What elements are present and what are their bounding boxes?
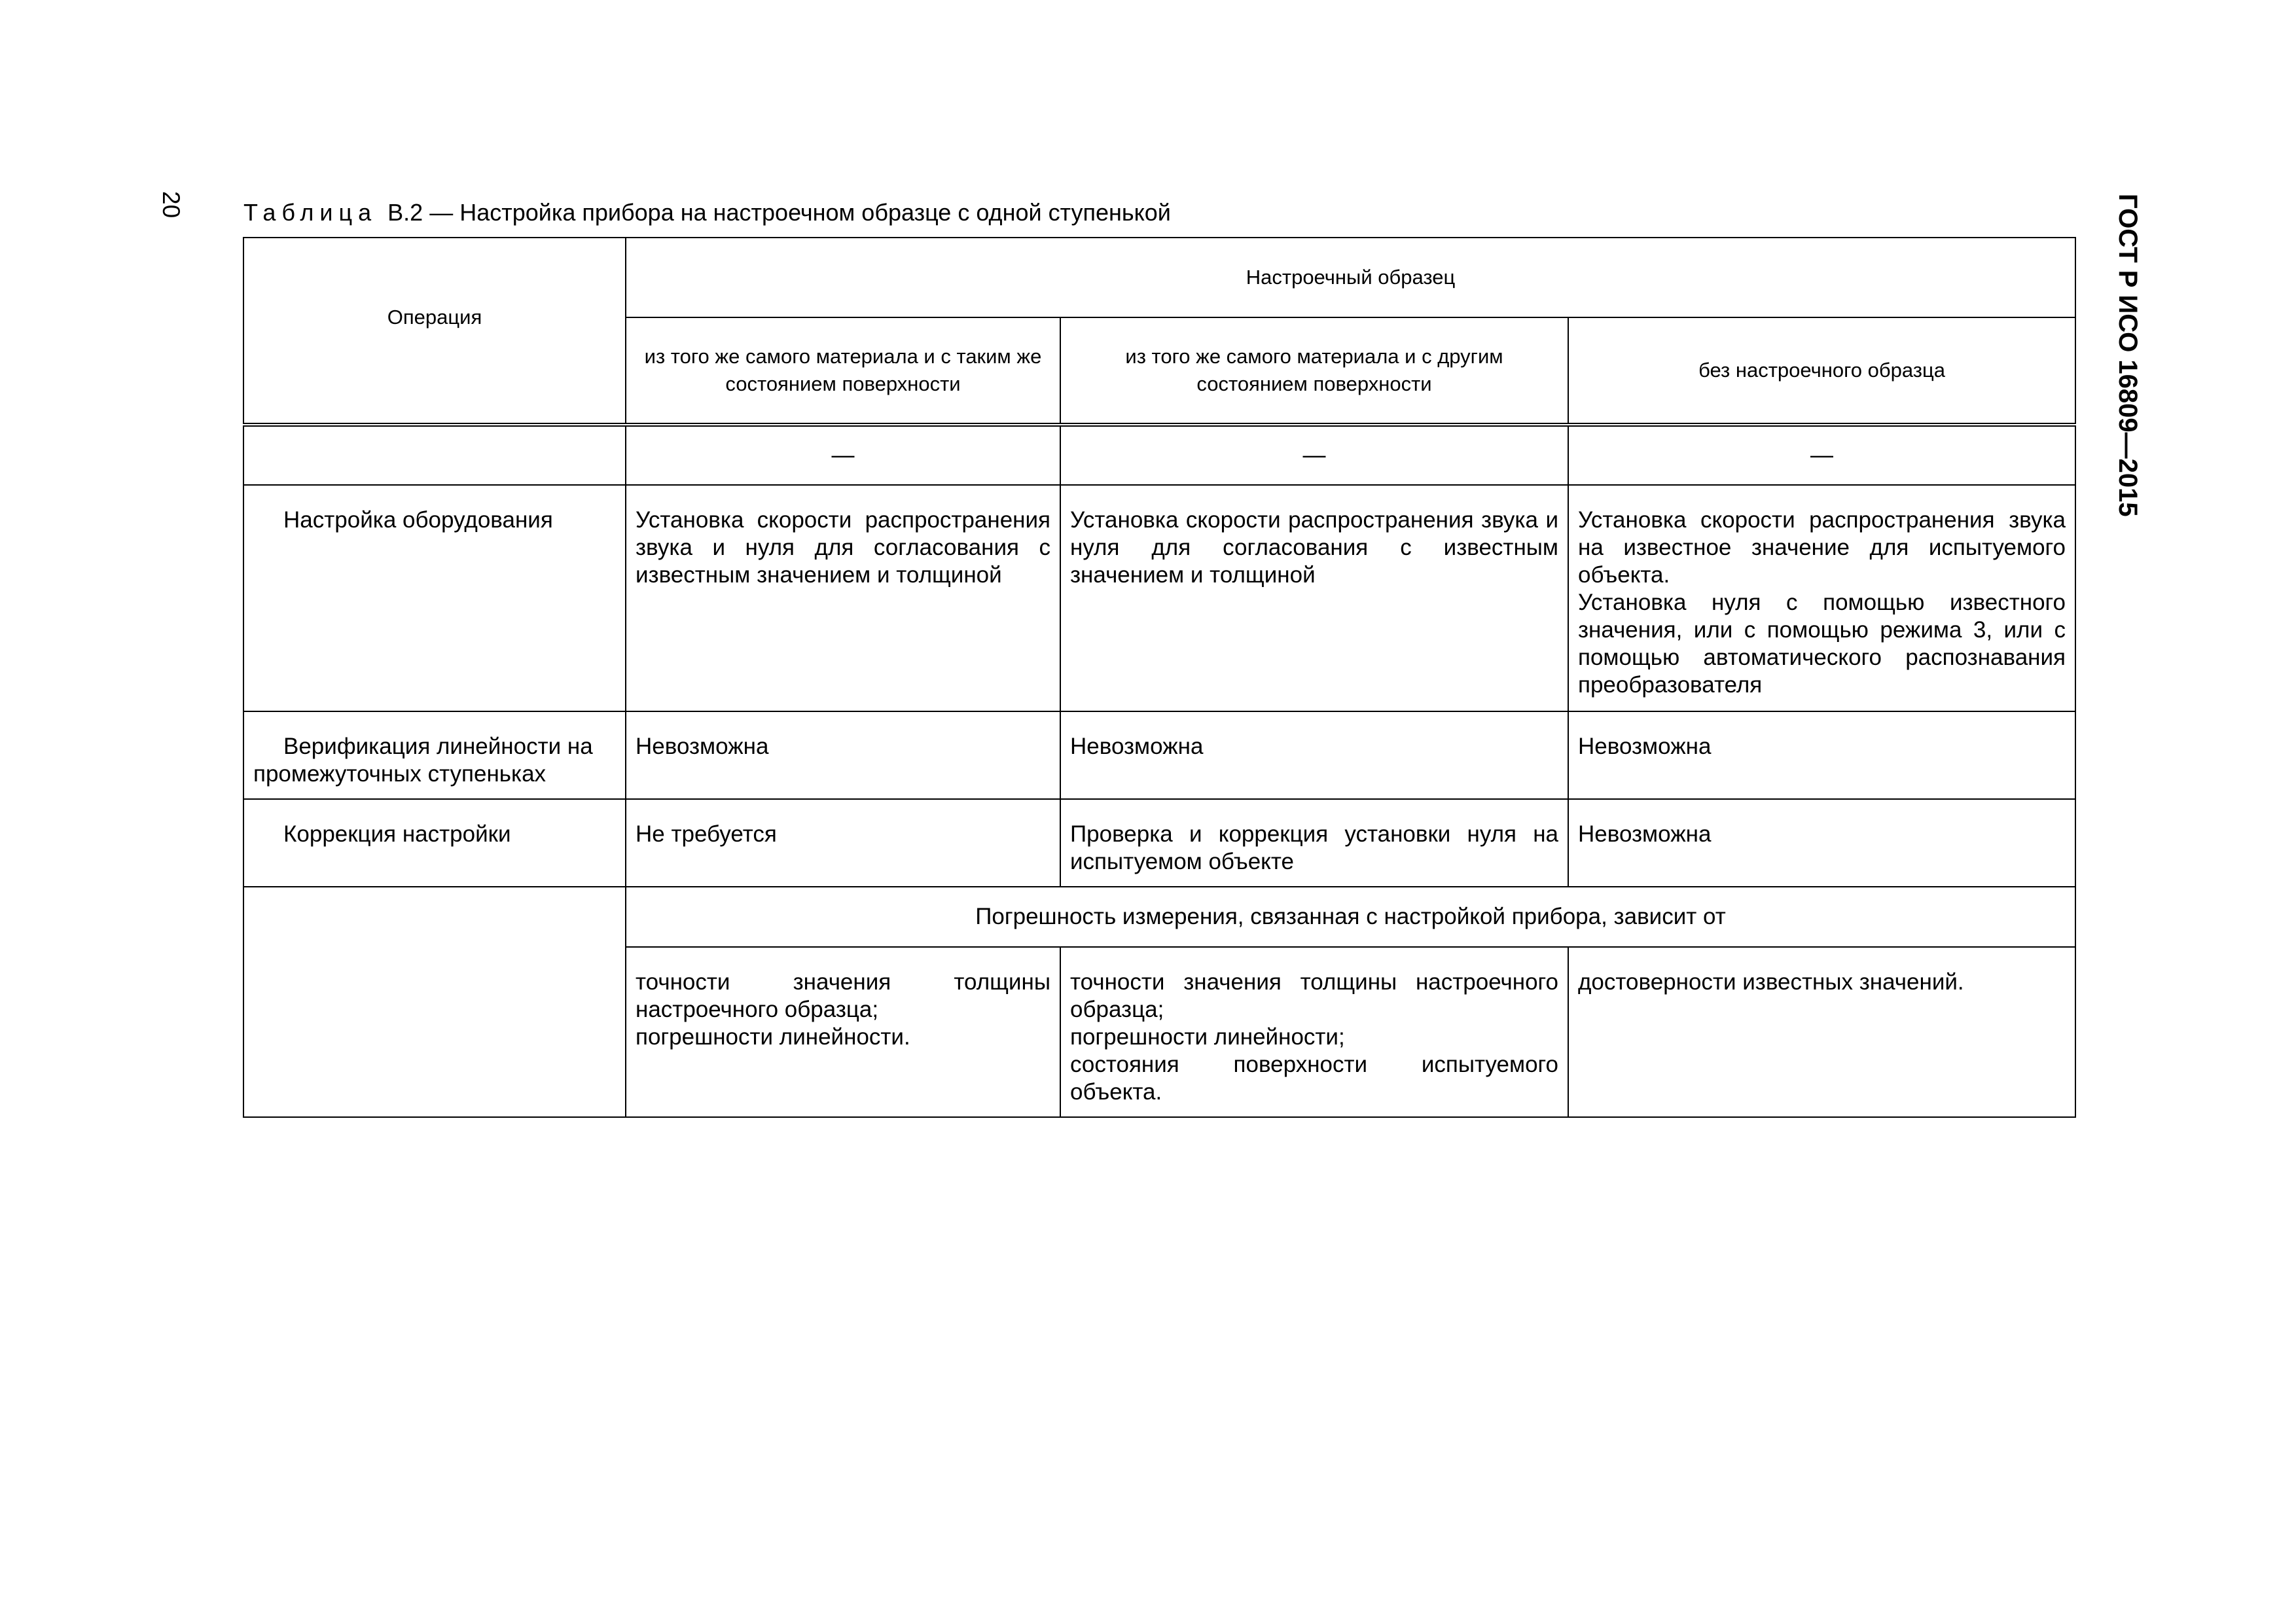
dash-row (243, 425, 2075, 485)
table-row (243, 485, 2075, 711)
row-operation: Настройка оборудования (243, 485, 626, 711)
table-row (243, 799, 2075, 887)
row-operation: Верификация линейности на промежуточных ступеньках (243, 711, 626, 799)
table-row (243, 711, 2075, 799)
dash-col1: — (626, 425, 1060, 485)
page-number: 20 (158, 191, 185, 219)
standard-designation: ГОСТ Р ИСО 16809—2015 (2113, 194, 2142, 517)
header-col2: из того же самого материала и с другим состоянием поверхности (1060, 317, 1568, 425)
caption-word: Таблица (243, 199, 378, 226)
dash-empty (243, 425, 626, 485)
error-heading: Погрешность измерения, связанная с настройкой прибора, зависит от (626, 887, 2075, 947)
settings-table (243, 237, 2076, 1118)
header-col1: из того же самого материала и с таким же состоянием поверхности (626, 317, 1060, 425)
error-col2 (1060, 947, 1568, 1117)
row-operation: Коррекция настройки (243, 799, 626, 887)
header-operation: Операция (243, 238, 626, 425)
error-empty (243, 887, 626, 1117)
dash-col3: — (1568, 425, 2075, 485)
dash-col2: — (1060, 425, 1568, 485)
header-col3: без настроечного образца (1568, 317, 2075, 425)
caption-text: В.2 — Настройка прибора на настроечном образце с одной ступенькой (387, 199, 1171, 226)
row-col2: Проверка и коррекция установки нуля на испытуемом объекте (1060, 799, 1568, 887)
row-col1: Невозможна (626, 711, 1060, 799)
row-col2: Установка скорости распространения звука и нуля для согласования с известным значением и толщиной (1060, 485, 1568, 711)
error-col2-line: точности значения толщины настроечного образца; (1070, 969, 1558, 1022)
row-col3: Невозможна (1568, 711, 2075, 799)
error-col3-line: достоверности известных значений. (1578, 969, 1964, 995)
error-col3 (1568, 947, 2075, 1117)
error-col1-line: точности значения толщины настроечного образца; (636, 969, 1050, 1022)
row-col2: Невозможна (1060, 711, 1568, 799)
table-caption (243, 199, 1171, 226)
row-col1: Не требуется (626, 799, 1060, 887)
error-col1-line: погрешности линейности. (636, 1024, 910, 1050)
row-col1: Установка скорости распространения звука и нуля для согласования с известным значением и толщиной (626, 485, 1060, 711)
row-col3-part2: Установка нуля с помощью известного значения, или с помощью режима 3, или с помощью автоматического распознавания преобразователя (1578, 590, 2066, 698)
row-col3: Невозможна (1568, 799, 2075, 887)
header-group: Настроечный образец (626, 238, 2075, 317)
error-col1 (626, 947, 1060, 1117)
row-col3 (1568, 485, 2075, 711)
error-col2-line: погрешности линейности; (1070, 1024, 1345, 1050)
row-col3-part1: Установка скорости распространения звука на известное значение для испытуемого объекта. (1578, 507, 2066, 588)
error-col2-line: состояния поверхности испытуемого объекта. (1070, 1052, 1558, 1105)
